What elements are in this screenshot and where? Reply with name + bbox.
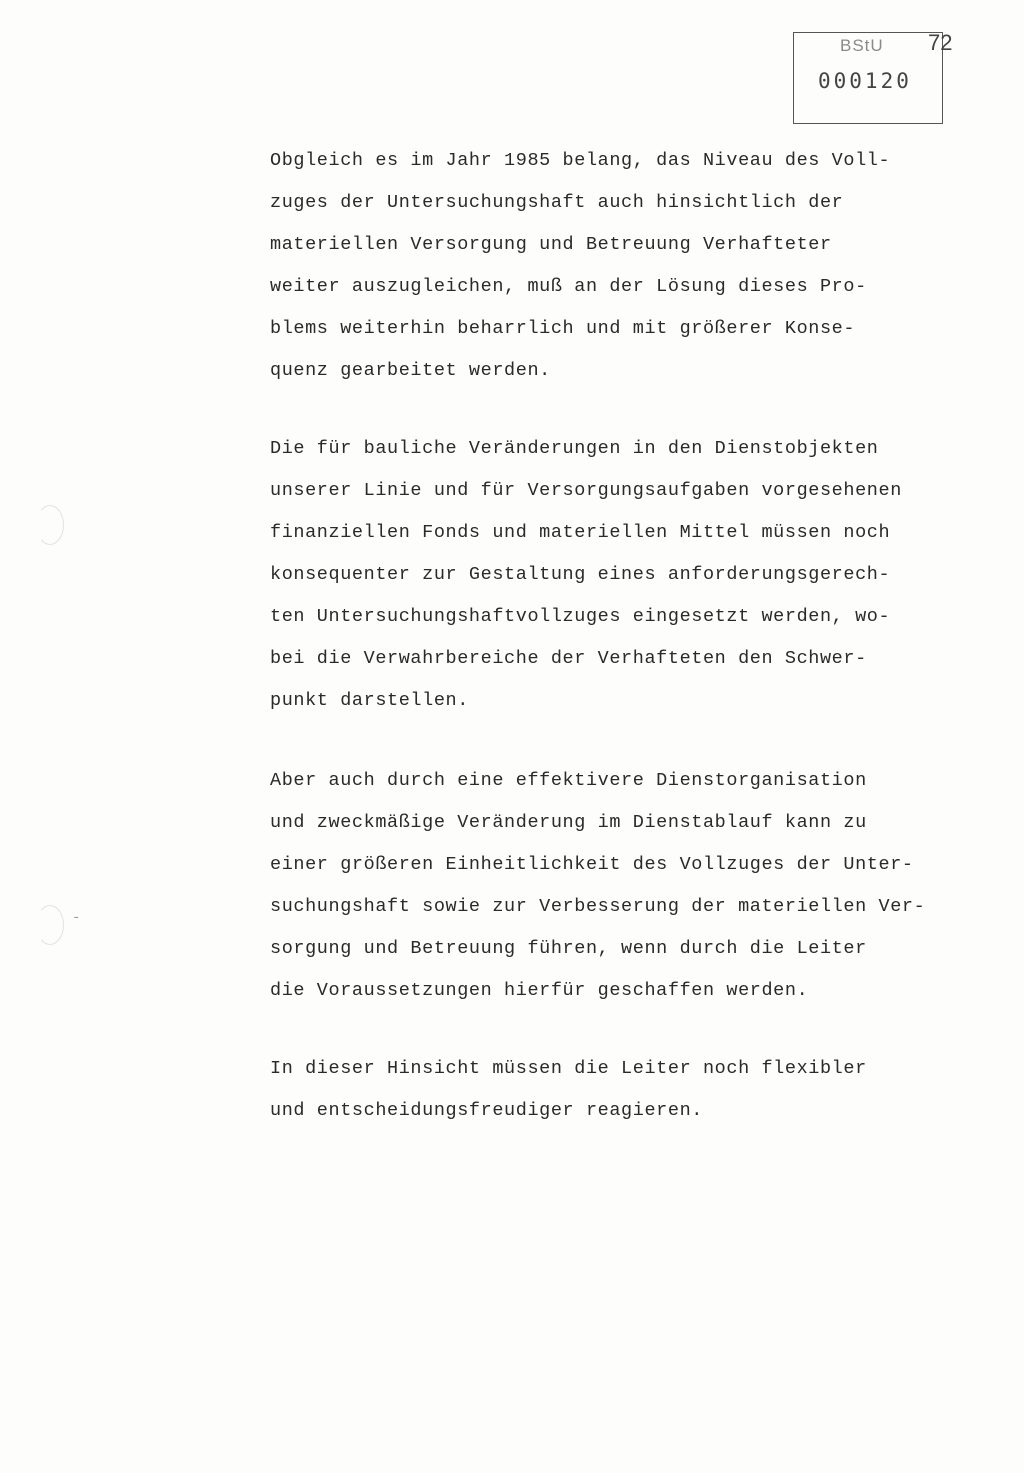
paragraph-3 bbox=[270, 760, 990, 1012]
text-line: In dieser Hinsicht müssen die Leiter noch flexibler bbox=[270, 1058, 867, 1079]
text-line: die Voraussetzungen hierfür geschaffen werden. bbox=[270, 980, 809, 1001]
text-line: bei die Verwahrbereiche der Verhafteten den Schwer- bbox=[270, 648, 867, 669]
stamp-number: 000120 bbox=[818, 69, 912, 93]
paragraph-1 bbox=[270, 140, 990, 392]
punch-hole-mark bbox=[36, 905, 64, 945]
stamp-org-label: BStU bbox=[840, 36, 884, 55]
text-line: weiter auszugleichen, muß an der Lösung dieses Pro- bbox=[270, 276, 867, 297]
punch-hole-mark bbox=[36, 505, 64, 545]
text-line: Obgleich es im Jahr 1985 belang, das Niveau des Voll- bbox=[270, 150, 891, 171]
text-line: Aber auch durch eine effektivere Dienstorganisation bbox=[270, 770, 867, 791]
text-line: und entscheidungsfreudiger reagieren. bbox=[270, 1100, 703, 1121]
text-line: materiellen Versorgung und Betreuung Verhafteter bbox=[270, 234, 832, 255]
text-line: blems weiterhin beharrlich und mit größerer Konse- bbox=[270, 318, 856, 339]
paragraph-2 bbox=[270, 428, 990, 722]
archive-stamp bbox=[793, 32, 943, 124]
text-line: quenz gearbeitet werden. bbox=[270, 360, 551, 381]
margin-mark: - bbox=[72, 910, 81, 926]
page-number: 72 bbox=[928, 30, 953, 55]
text-line: Die für bauliche Veränderungen in den Dienstobjekten bbox=[270, 438, 879, 459]
text-line: ten Untersuchungshaftvollzuges eingesetzt werden, wo- bbox=[270, 606, 891, 627]
text-line: unserer Linie und für Versorgungsaufgaben vorgesehenen bbox=[270, 480, 902, 501]
text-line: finanziellen Fonds und materiellen Mittel müssen noch bbox=[270, 522, 891, 543]
text-line: suchungshaft sowie zur Verbesserung der materiellen Ver- bbox=[270, 896, 926, 917]
text-line: sorgung und Betreuung führen, wenn durch die Leiter bbox=[270, 938, 867, 959]
text-line: und zweckmäßige Veränderung im Dienstablauf kann zu bbox=[270, 812, 867, 833]
text-line: einer größeren Einheitlichkeit des Vollzuges der Unter- bbox=[270, 854, 914, 875]
paragraph-4 bbox=[270, 1048, 990, 1132]
text-line: zuges der Untersuchungshaft auch hinsichtlich der bbox=[270, 192, 844, 213]
text-line: konsequenter zur Gestaltung eines anforderungsgerech- bbox=[270, 564, 891, 585]
text-line: punkt darstellen. bbox=[270, 690, 469, 711]
